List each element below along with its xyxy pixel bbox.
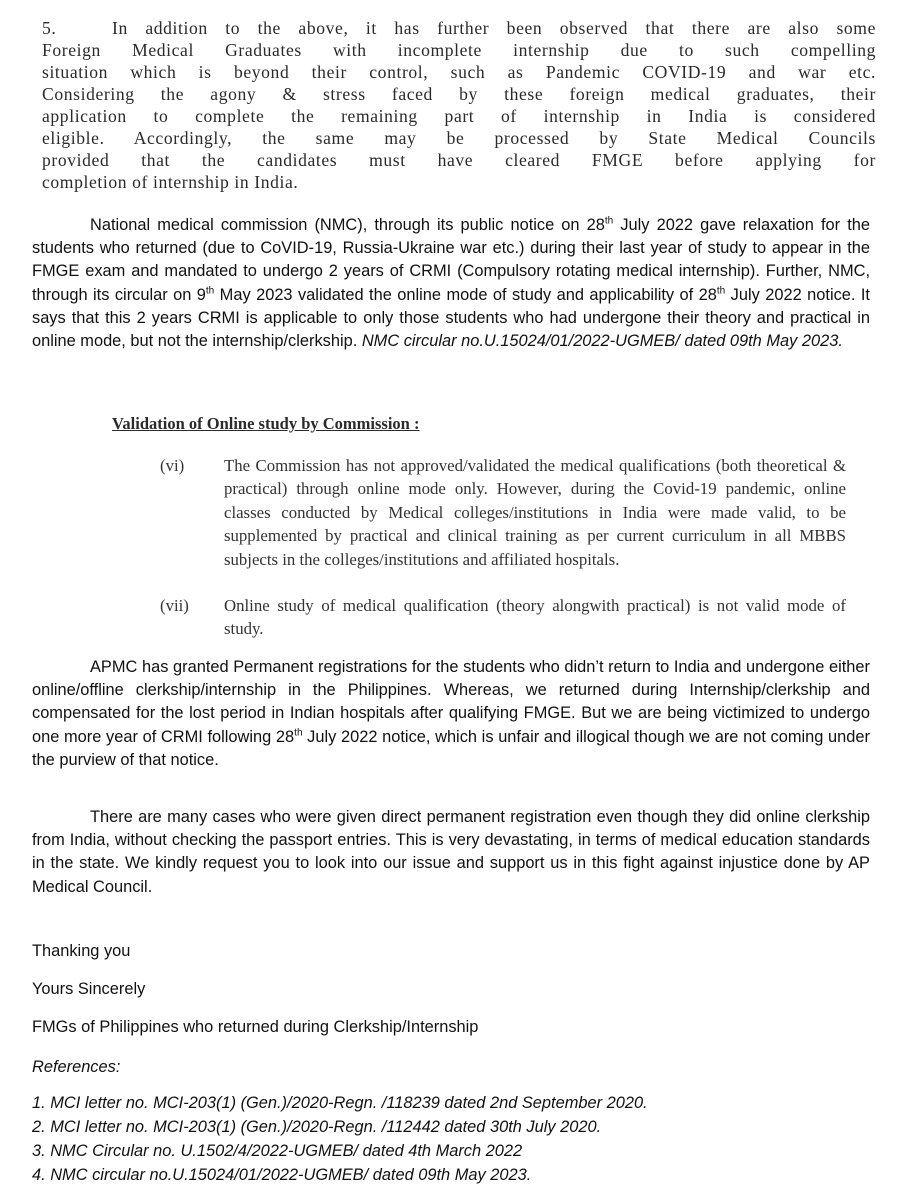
validation-item xyxy=(160,454,846,571)
scanned-line: completion of internship in India. xyxy=(42,172,299,192)
scanned-line: 5. In addition to the above, it has further been observed that there are also some xyxy=(42,18,876,38)
paragraph-nmc-notice: National medical commission (NMC), through its public notice on 28th July 2022 gave relaxation for the students who returned (due to CoVID-19, Russia-Ukraine war etc.) during their last year of study to appear in the FMGE exam and mandated to undergo 2 years of CRMI (Compulsory rotating medical internship). Further, NMC, through its circular on 9th May 2023 validated the online mode of study and applicability of 28th July 2022 notice. It says that this 2 years CRMI is applicable to only those students who had undergone their theory and practical in online mode, but not the internship/clerkship. NMC circular no.U.15024/01/2022-UGMEB/ dated 09th May 2023. xyxy=(32,215,870,351)
validation-item xyxy=(160,594,846,641)
paragraph-request: There are many cases who were given direct permanent registration even though they did online clerkship from India, without checking the passport entries. This is very devastating, in terms of medical education standards in the state. We kindly request you to look into our issue and support us in this fight against injustice done by AP Medical Council. xyxy=(32,808,870,896)
scanned-line: Foreign Medical Graduates with incomplete internship due to such compelling xyxy=(42,40,876,60)
circular-citation: NMC circular no.U.15024/01/2022-UGMEB/ dated 09th May 2023. xyxy=(361,332,843,351)
item-number: (vi) xyxy=(160,456,185,475)
closing-sincerely: Yours Sincerely xyxy=(32,980,146,998)
paragraph-apmc: APMC has granted Permanent registrations for the students who didn’t return to India and undergone either online/offline clerkship/internship in the Philippines. Whereas, we returned during Internship/clerkship and compensated for the lost period in Indian hospitals after qualifying FMGE. But we are being victimized to undergo one more year of CRMI following 28th July 2022 notice, which is unfair and illogical though we are not coming under the purview of that notice. xyxy=(32,658,870,769)
reference-item: 3. NMC Circular no. U.1502/4/2022-UGMEB/ dated 4th March 2022 xyxy=(32,1142,523,1160)
scanned-line: Considering the agony & stress faced by these foreign medical graduates, their xyxy=(42,84,876,104)
validation-heading: Validation of Online study by Commission : xyxy=(112,414,420,433)
scanned-line: application to complete the remaining part of internship in India is considered xyxy=(42,106,876,126)
item-text: The Commission has not approved/validated the medical qualifications (both theoretical & practical) through online mode only. However, during the Covid-19 pandemic, online classes conducted by Medical colleges/institutions in India were made valid, to be supplemented by practical and clinical training as per current curriculum in all MBBS subjects in the colleges/institutions and affiliated hospitals. xyxy=(224,456,846,569)
scanned-line: eligible. Accordingly, the same may be processed by State Medical Councils xyxy=(42,128,876,148)
reference-item: 2. MCI letter no. MCI-203(1) (Gen.)/2020-Regn. /112442 dated 30th July 2020. xyxy=(32,1118,602,1136)
item-number: (vii) xyxy=(160,596,189,615)
closing-thanks: Thanking you xyxy=(32,942,131,960)
scanned-line: situation which is beyond their control, such as Pandemic COVID-19 and war etc. xyxy=(42,62,876,82)
scanned-line: provided that the candidates must have cleared FMGE before applying for xyxy=(42,150,876,170)
clause-number: 5. xyxy=(42,18,57,38)
item-text: Online study of medical qualification (theory alongwith practical) is not valid mode of study. xyxy=(224,596,846,639)
signature-line: FMGs of Philippines who returned during Clerkship/Internship xyxy=(32,1018,479,1036)
reference-item: 4. NMC circular no.U.15024/01/2022-UGMEB/ dated 09th May 2023. xyxy=(32,1166,532,1184)
references-title: References: xyxy=(32,1058,121,1076)
reference-item: 1. MCI letter no. MCI-203(1) (Gen.)/2020-Regn. /118239 dated 2nd September 2020. xyxy=(32,1094,648,1112)
